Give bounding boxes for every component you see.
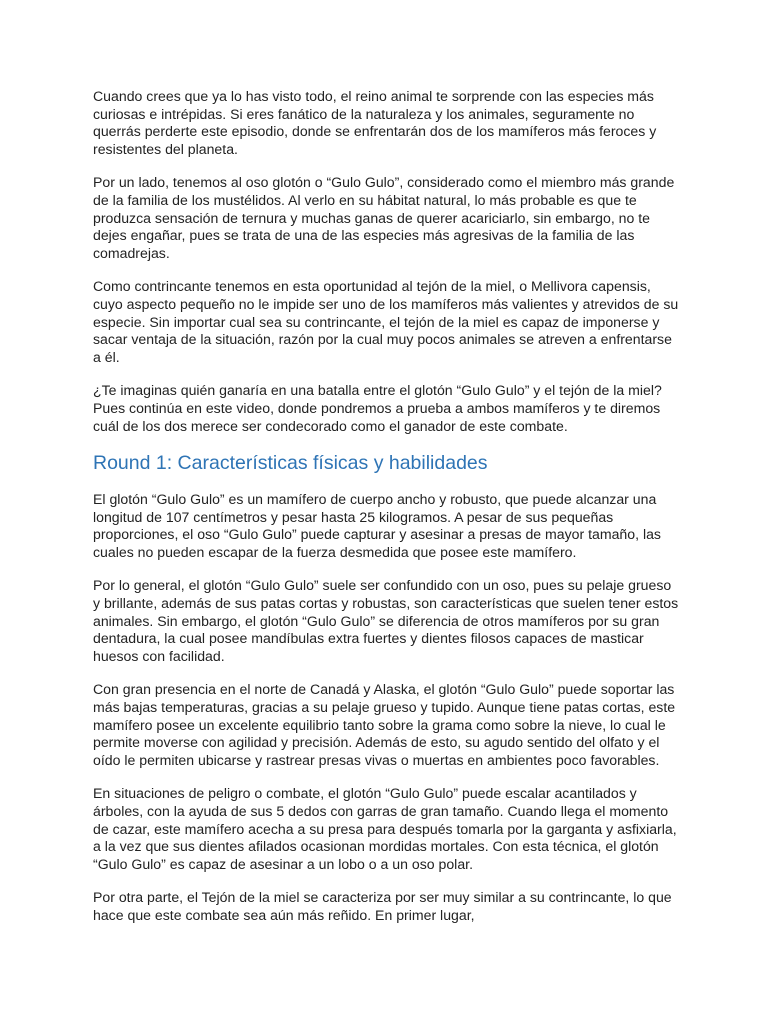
body-paragraph: En situaciones de peligro o combate, el glotón “Gulo Gulo” puede escalar acantilados y árboles, con la ayuda de sus 5 dedos con garras de gran tamaño. Cuando llega el momento de cazar, este mamífero acecha a su presa para después tomarla por la garganta y asfixiarla, a la vez que sus dientes afilados ocasionan mordidas mortales. Con esta técnica, el glotón “Gulo Gulo” es capaz de asesinar a un lobo o a un oso polar. [93,785,677,872]
document-page [93,88,679,941]
section-heading: Round 1: Características físicas y habilidades [93,452,488,475]
intro-paragraph: Por un lado, tenemos al oso glotón o “Gulo Gulo”, considerado como el miembro más grande de la familia de los mustélidos. Al verlo en su hábitat natural, lo más probable es que te produzca sensación de ternura y muchas ganas de querer acariciarlo, sin embargo, no te dejes engañar, pues se trata de una de las especies más agresivas de la familia de las comadrejas. [93,174,675,261]
intro-paragraph: Como contrincante tenemos en esta oportunidad al tejón de la miel, o Mellivora capensis, cuyo aspecto pequeño no le impide ser uno de los mamíferos más valientes y atrevidos de su especie. Sin importar cual sea su contrincante, el tejón de la miel es capaz de imponerse y sacar ventaja de la situación, razón por la cual muy pocos animales se atreven a enfrentarse a él. [93,278,679,365]
intro-paragraph: Cuando crees que ya lo has visto todo, el reino animal te sorprende con las especies más curiosas e intrépidas. Si eres fanático de la naturaleza y los animales, seguramente no querrás perderte este episodio, donde se enfrentarán dos de los mamíferos más feroces y resistentes del planeta. [93,88,657,157]
body-paragraph: Por lo general, el glotón “Gulo Gulo” suele ser confundido con un oso, pues su pelaje grueso y brillante, además de sus patas cortas y robustas, son características que suelen tener estos animales. Sin embargo, el glotón “Gulo Gulo” se diferencia de otros mamíferos por su gran dentadura, la cual posee mandíbulas extra fuertes y dientes filosos capaces de masticar huesos con facilidad. [93,577,679,664]
body-paragraph: El glotón “Gulo Gulo” es un mamífero de cuerpo ancho y robusto, que puede alcanzar una longitud de 107 centímetros y pesar hasta 25 kilogramos. A pesar de sus pequeñas proporciones, el oso “Gulo Gulo” puede capturar y asesinar a presas de mayor tamaño, las cuales no pueden escapar de la fuerza desmedida que posee este mamífero. [93,491,661,560]
intro-paragraph: ¿Te imaginas quién ganaría en una batalla entre el glotón “Gulo Gulo” y el tejón de la miel? Pues continúa en este video, donde pondremos a prueba a ambos mamíferos y te diremos cuál de los dos merece ser condecorado como el ganador de este combate. [93,382,662,434]
body-paragraph: Con gran presencia en el norte de Canadá y Alaska, el glotón “Gulo Gulo” puede soportar las más bajas temperaturas, gracias a su pelaje grueso y tupido. Aunque tiene patas cortas, este mamífero posee un excelente equilibrio tanto sobre la grama como sobre la nieve, lo cual le permite moverse con agilidad y precisión. Además de esto, su agudo sentido del olfato y el oído le permiten ubicarse y rastrear presas vivas o muertas en ambientes poco favorables. [93,681,676,768]
body-paragraph: Por otra parte, el Tejón de la miel se caracteriza por ser muy similar a su contrincante, lo que hace que este combate sea aún más reñido. En primer lugar, [93,889,672,923]
